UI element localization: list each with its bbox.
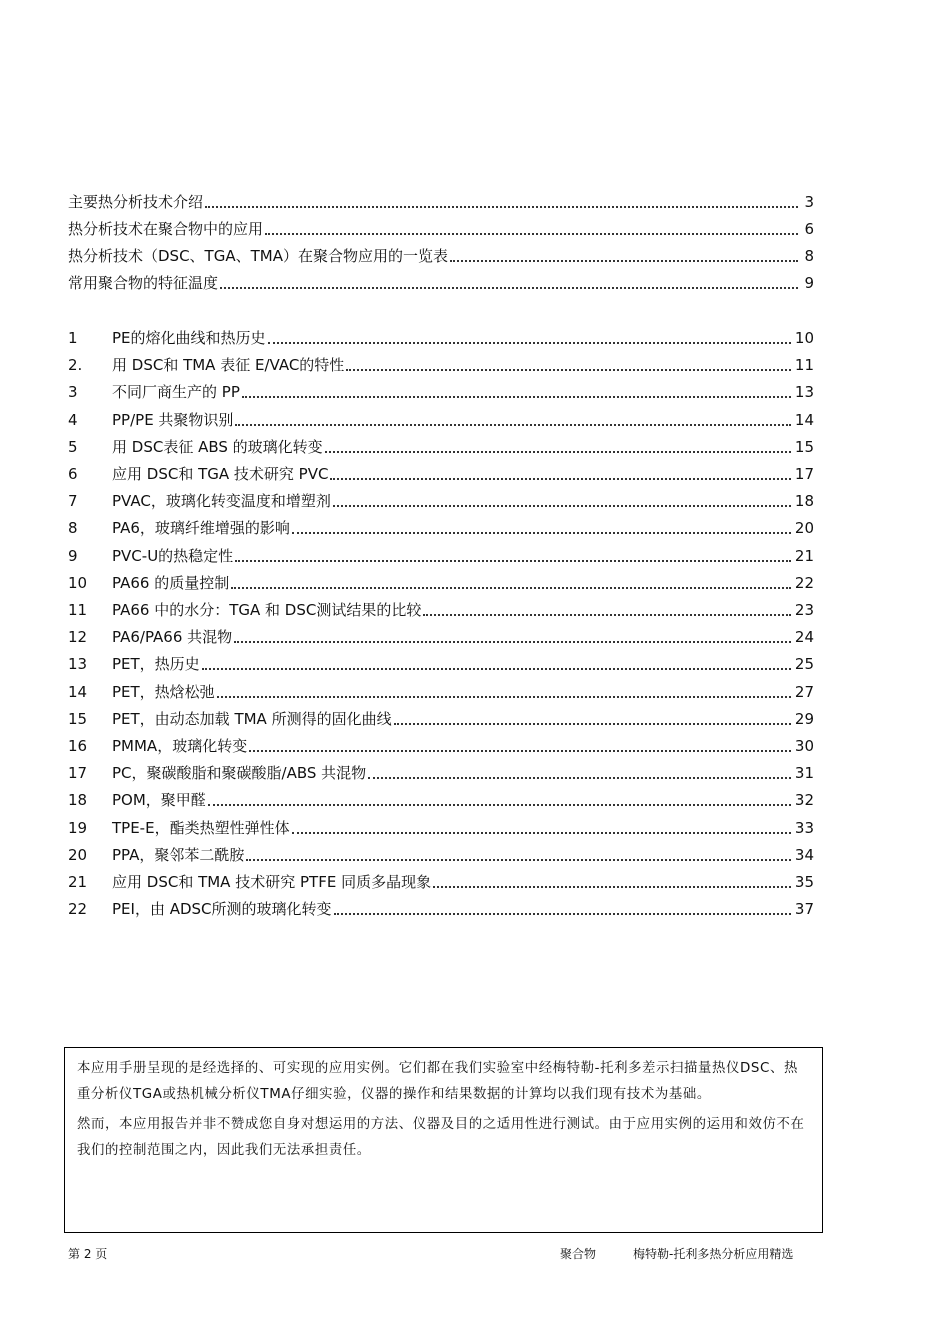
toc-entry-page: 34 [794, 845, 814, 864]
toc-dot-leader [265, 229, 798, 235]
toc-dot-leader [234, 637, 791, 643]
toc-entry-page: 9 [804, 274, 814, 292]
toc-entry-title: PET，热历史 [112, 655, 200, 674]
toc-dot-leader [268, 338, 791, 344]
footer-publication: 梅特勒-托利多热分析应用精选 [633, 1247, 794, 1261]
toc-entry-number: 3 [68, 383, 78, 402]
toc-dot-leader [235, 556, 791, 562]
toc-dot-leader [205, 202, 798, 208]
toc-entry-title: 应用 DSC和 TMA 技术研究 PTFE 同质多晶现象 [112, 873, 432, 891]
toc-entry-number: 16 [68, 737, 88, 755]
toc-entry-page: 14 [794, 410, 814, 429]
toc-dot-leader [346, 365, 791, 371]
toc-entry-page: 31 [794, 764, 814, 783]
toc-entry-page: 20 [794, 519, 814, 538]
toc-dot-leader [220, 283, 798, 289]
toc-entry-title: PA6/PA66 共混物 [112, 628, 233, 647]
toc-entry-number: 14 [68, 682, 88, 701]
disclaimer-paragraph-2: 然而，本应用报告并非不赞成您自身对想运用的方法、仪器及目的之适用性进行测试。由于应用实例的运用和效仿不在我们的控制范围之内，因此我们无法承担责任。 [77, 1117, 805, 1158]
toc-entry-number: 2. [68, 356, 83, 375]
toc-entry-number: 22 [68, 900, 88, 919]
toc-entry-title: PVAC，玻璃化转变温度和增塑剂 [112, 492, 331, 511]
toc-entry-number: 11 [68, 601, 88, 619]
toc-entry-number: 5 [68, 437, 78, 456]
disclaimer-paragraph-1: 本应用手册呈现的是经选择的、可实现的应用实例。它们都在我们实验室中经梅特勒-托利多差示扫描量热仪DSC、热重分析仪TGA或热机械分析仪TMA仔细实验，仪器的操作和结果数据的计算均以我们现有技术为基础。 [77, 1061, 798, 1102]
toc-entry[interactable] [68, 897, 814, 919]
toc-entry-title: PA6，玻璃纤维增强的影响 [112, 519, 290, 538]
toc-entry-number: 21 [68, 873, 88, 891]
toc-entry[interactable] [68, 516, 814, 538]
toc-entry-title: 不同厂商生产的 PP [112, 383, 240, 402]
toc-entry-number: 7 [68, 492, 78, 511]
toc-dot-leader [433, 882, 791, 888]
toc-entry-title: PA66 的质量控制 [112, 573, 230, 592]
toc-dot-leader [450, 256, 798, 262]
disclaimer-box [64, 1047, 823, 1233]
toc-dot-leader [202, 664, 791, 670]
toc-entry-page: 3 [804, 193, 814, 211]
toc-entry-page: 11 [794, 356, 814, 375]
toc-entry-number: 8 [68, 519, 78, 538]
toc-dot-leader [325, 447, 791, 453]
toc-entry-title: PVC-U的热稳定性 [112, 546, 234, 565]
toc-entry-number: 19 [68, 818, 88, 837]
toc-entry-page: 17 [794, 465, 814, 483]
toc-dot-leader [334, 909, 791, 915]
toc-entry-number: 12 [68, 628, 88, 647]
toc-entry-title: 常用聚合物的特征温度 [68, 274, 219, 292]
toc-entry[interactable] [68, 870, 814, 892]
toc-entry-title: PEI，由 ADSC所测的玻璃化转变 [112, 900, 332, 919]
toc-entry-title: PA66 中的水分：TGA 和 DSC测试结果的比较 [112, 601, 422, 619]
toc-entry-page: 30 [794, 737, 814, 755]
toc-entry-page: 18 [794, 492, 814, 511]
toc-entry-title: 热分析技术（DSC、TGA、TMA）在聚合物应用的一览表 [68, 247, 448, 265]
toc-entry[interactable] [68, 625, 814, 647]
toc-entry[interactable] [68, 652, 814, 674]
toc-entry[interactable] [68, 788, 814, 810]
toc-entry[interactable] [68, 244, 814, 266]
toc-entry-page: 21 [794, 546, 814, 565]
toc-entry-page: 32 [794, 791, 814, 810]
toc-entry[interactable] [68, 843, 814, 865]
toc-dot-leader [246, 855, 791, 861]
toc-entry-title: PET，热焓松弛 [112, 682, 215, 701]
toc-entry[interactable] [68, 190, 814, 212]
toc-entry[interactable] [68, 598, 814, 620]
toc-entry[interactable] [68, 353, 814, 375]
toc-dot-leader [368, 773, 791, 779]
toc-entry-title: 用 DSC表征 ABS 的玻璃化转变 [112, 437, 323, 456]
toc-dot-leader [333, 501, 791, 507]
toc-entry-number: 15 [68, 709, 88, 728]
toc-entry[interactable] [68, 761, 814, 783]
toc-entry-number: 6 [68, 465, 78, 483]
toc-entry[interactable] [68, 544, 814, 566]
toc-entry-page: 22 [794, 573, 814, 592]
toc-entry-page: 23 [794, 601, 814, 619]
toc-entry-title: PET，由动态加载 TMA 所测得的固化曲线 [112, 709, 392, 728]
toc-entry-page: 6 [804, 220, 814, 238]
footer-section: 聚合物 [560, 1247, 597, 1261]
toc-entry-title: PE的熔化曲线和热历史 [112, 329, 266, 347]
toc-entry-title: 应用 DSC和 TGA 技术研究 PVC [112, 465, 329, 483]
toc-entry-title: PC，聚碳酸脂和聚碳酸脂/ABS 共混物 [112, 764, 367, 783]
toc-entry-page: 10 [794, 329, 814, 347]
toc-entry-page: 13 [794, 383, 814, 402]
toc-entry[interactable] [68, 408, 814, 430]
toc-entry-number: 13 [68, 655, 88, 674]
toc-entry-title: POM，聚甲醛 [112, 791, 206, 810]
toc-entry-title: 主要热分析技术介绍 [68, 193, 204, 211]
toc-dot-leader [235, 420, 790, 426]
toc-entry-page: 15 [794, 437, 814, 456]
toc-entry-number: 17 [68, 764, 88, 783]
toc-entry-number: 4 [68, 410, 78, 429]
footer-page-number: 第 2 页 [68, 1247, 108, 1261]
toc-dot-leader [217, 692, 791, 698]
toc-dot-leader [208, 800, 791, 806]
toc-entry[interactable] [68, 435, 814, 457]
toc-entry-number: 1 [68, 329, 78, 347]
toc-entry-page: 27 [794, 682, 814, 701]
toc-entry-page: 25 [794, 655, 814, 674]
toc-entry[interactable] [68, 816, 814, 838]
toc-dot-leader [292, 528, 791, 534]
toc-entry-title: PPA，聚邻苯二酰胺 [112, 845, 245, 864]
toc-dot-leader [242, 392, 791, 398]
toc-entry-page: 8 [804, 247, 814, 265]
toc-entry-title: 用 DSC和 TMA 表征 E/VAC的特性 [112, 356, 345, 375]
toc-entry-number: 9 [68, 546, 78, 565]
toc-dot-leader [292, 828, 791, 834]
toc-dot-leader [330, 474, 790, 480]
toc-entry-title: 热分析技术在聚合物中的应用 [68, 220, 264, 238]
toc-entry[interactable] [68, 217, 814, 239]
toc-entry[interactable] [68, 680, 814, 702]
toc-entry-page: 37 [794, 900, 814, 919]
toc-entry-number: 18 [68, 791, 88, 810]
toc-entry-page: 29 [794, 709, 814, 728]
toc-entry-number: 10 [68, 573, 88, 592]
toc-dot-leader [423, 610, 791, 616]
toc-entry[interactable] [68, 380, 814, 402]
toc-dot-leader [249, 746, 791, 752]
toc-dot-leader [231, 583, 791, 589]
toc-dot-leader [394, 719, 791, 725]
toc-entry-title: TPE-E，酯类热塑性弹性体 [112, 818, 290, 837]
toc-entry[interactable] [68, 462, 814, 484]
toc-entry[interactable] [68, 707, 814, 729]
toc-entry-page: 33 [794, 818, 814, 837]
toc-entry[interactable] [68, 571, 814, 593]
toc-entry[interactable] [68, 489, 814, 511]
toc-entry[interactable] [68, 326, 814, 348]
toc-entry[interactable] [68, 734, 814, 756]
toc-entry[interactable] [68, 271, 814, 293]
toc-entry-title: PP/PE 共聚物识别 [112, 410, 234, 429]
toc-entry-page: 24 [794, 628, 814, 647]
toc-entry-number: 20 [68, 845, 88, 864]
toc-entry-page: 35 [794, 873, 814, 891]
toc-entry-title: PMMA，玻璃化转变 [112, 737, 248, 755]
